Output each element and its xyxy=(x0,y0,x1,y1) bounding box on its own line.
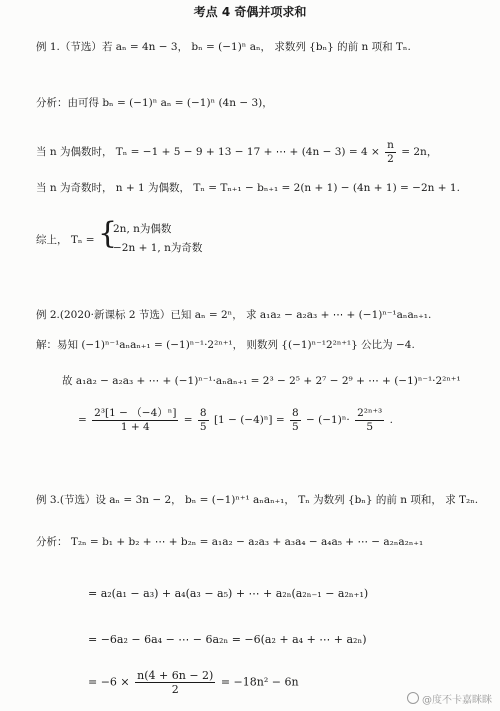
ex3-analysis: 分析： T₂ₙ = b₁ + b₂ + ⋯ + b₂ₙ = a₁a₂ − a₂a₃ + a₃a₄ − a₄a₅ + ⋯ − a₂ₙa₂ₙ₊₁ xyxy=(36,536,424,548)
ex3-step1: = a₂(a₁ − a₃) + a₄(a₃ − a₅) + ⋯ + a₂ₙ(a₂ₙ₋₁ − a₂ₙ₊₁) xyxy=(88,587,369,600)
ex1-even-frac-den: 2 xyxy=(387,152,394,165)
ex2-frac4-den: 5 xyxy=(366,420,373,433)
ex1-analysis: 分析：由可得 bₙ = (−1)ⁿ aₙ = (−1)ⁿ (4n − 3)， xyxy=(36,97,273,109)
ex2-question: 例 2.(2020·新课标 2 节选）已知 aₙ = 2ⁿ， 求 a₁a₂ − a₂a₃ + ⋯ + (−1)ⁿ⁻¹aₙaₙ₊₁. xyxy=(36,309,432,321)
ex3-question: 例 3.(节选）设 aₙ = 3n − 2， bₙ = (−1)ⁿ⁺¹ aₙaₙ₊₁， Tₙ 为数列 {bₙ} 的前 n 项和， 求 T₂ₙ. xyxy=(36,494,479,506)
ex1-even-fraction xyxy=(385,140,396,164)
page-title: 考点 4 奇偶并项求和 xyxy=(193,5,307,19)
ex1-summary-prefix: 综上， Tₙ = xyxy=(36,234,95,246)
ex1-summary-case2: −2n + 1, n为奇数 xyxy=(113,242,203,254)
ex1-summary-brace: { xyxy=(98,216,118,251)
ex2-mid: [1 − (−4)ⁿ] = xyxy=(213,414,285,426)
ex2-frac2 xyxy=(198,408,209,432)
ex3-step2: = −6a₂ − 6a₄ − ⋯ − 6a₂ₙ = −6(a₂ + a₄ + ⋯ + a₂ₙ) xyxy=(88,633,367,646)
ex3-step3-fraction xyxy=(135,670,215,695)
ex1-even-case xyxy=(36,140,437,164)
ex2-frac3 xyxy=(290,408,301,432)
watermark xyxy=(407,691,492,706)
ex2-frac3-den: 5 xyxy=(292,420,299,433)
ex2-frac4 xyxy=(355,408,384,432)
ex1-summary-case1: 2n, n为偶数 xyxy=(113,223,172,235)
ex2-solution: 解：易知 (−1)ⁿ⁻¹aₙaₙ₊₁ = (−1)ⁿ⁻¹·2²ⁿ⁺¹， 则数列 {(−1)ⁿ⁻¹2²ⁿ⁺¹} 公比为 −4. xyxy=(36,339,415,351)
ex2-line3: = $\frac{\text{2³[1 − （−4）ⁿ]}}{1 + 4}$ = $\frac{8}{5}$ [1 − (−4)ⁿ] = $\frac{8}{5}$ − (−1)ⁿ· $\frac{\text{2²ⁿ⁺³}}{5}$ . xyxy=(78,407,393,433)
ex3-step3-den: 2 xyxy=(171,683,179,696)
ex3-step3-prefix: = −6 × xyxy=(88,675,130,689)
watermark-icon xyxy=(407,692,419,704)
ex2-frac1 xyxy=(92,408,178,432)
ex3-step3-num: n(4 + 6n − 2) xyxy=(137,669,214,682)
ex1-question: 例 1.（节选）若 aₙ = 4n − 3， bₙ = (−1)ⁿ aₙ， 求数列 {bₙ} 的前 n 项和 Tₙ. xyxy=(36,41,411,53)
ex2-frac3-num: 8 xyxy=(292,407,299,419)
ex1-even-frac-num: n xyxy=(387,139,394,151)
ex3-step3-tail: = −18n² − 6n xyxy=(220,675,299,689)
ex2-frac4-num: 2²ⁿ⁺³ xyxy=(357,407,383,419)
ex3-step3 xyxy=(88,670,299,695)
ex2-frac2-num: 8 xyxy=(199,407,207,419)
watermark-text: @度不卡嘉眯眯 xyxy=(422,695,492,706)
ex2-frac2-den: 5 xyxy=(199,420,207,433)
ex2-frac1-den: 1 + 4 xyxy=(120,420,150,433)
ex2-line2: 故 a₁a₂ − a₂a₃ + ⋯ + (−1)ⁿ⁻¹·aₙaₙ₊₁ = 2³ − 2⁵ + 2⁷ − 2⁹ + ⋯ + (−1)ⁿ⁻¹·2²ⁿ⁺¹ xyxy=(62,375,461,387)
ex2-mid2: − (−1)ⁿ· xyxy=(306,414,350,426)
ex1-even-text: 当 n 为偶数时， Tₙ = −1 + 5 − 9 + 13 − 17 + ⋯ + (4n − 3) = 4 × xyxy=(36,146,380,158)
ex2-frac1-num: 2³[1 − （−4）ⁿ] xyxy=(94,407,177,419)
ex1-odd-case: 当 n 为奇数时， n + 1 为偶数， Tₙ = Tₙ₊₁ − bₙ₊₁ = 2(n + 1) − (4n + 1) = −2n + 1. xyxy=(36,182,460,194)
ex1-even-tail: = 2n， xyxy=(401,146,438,158)
